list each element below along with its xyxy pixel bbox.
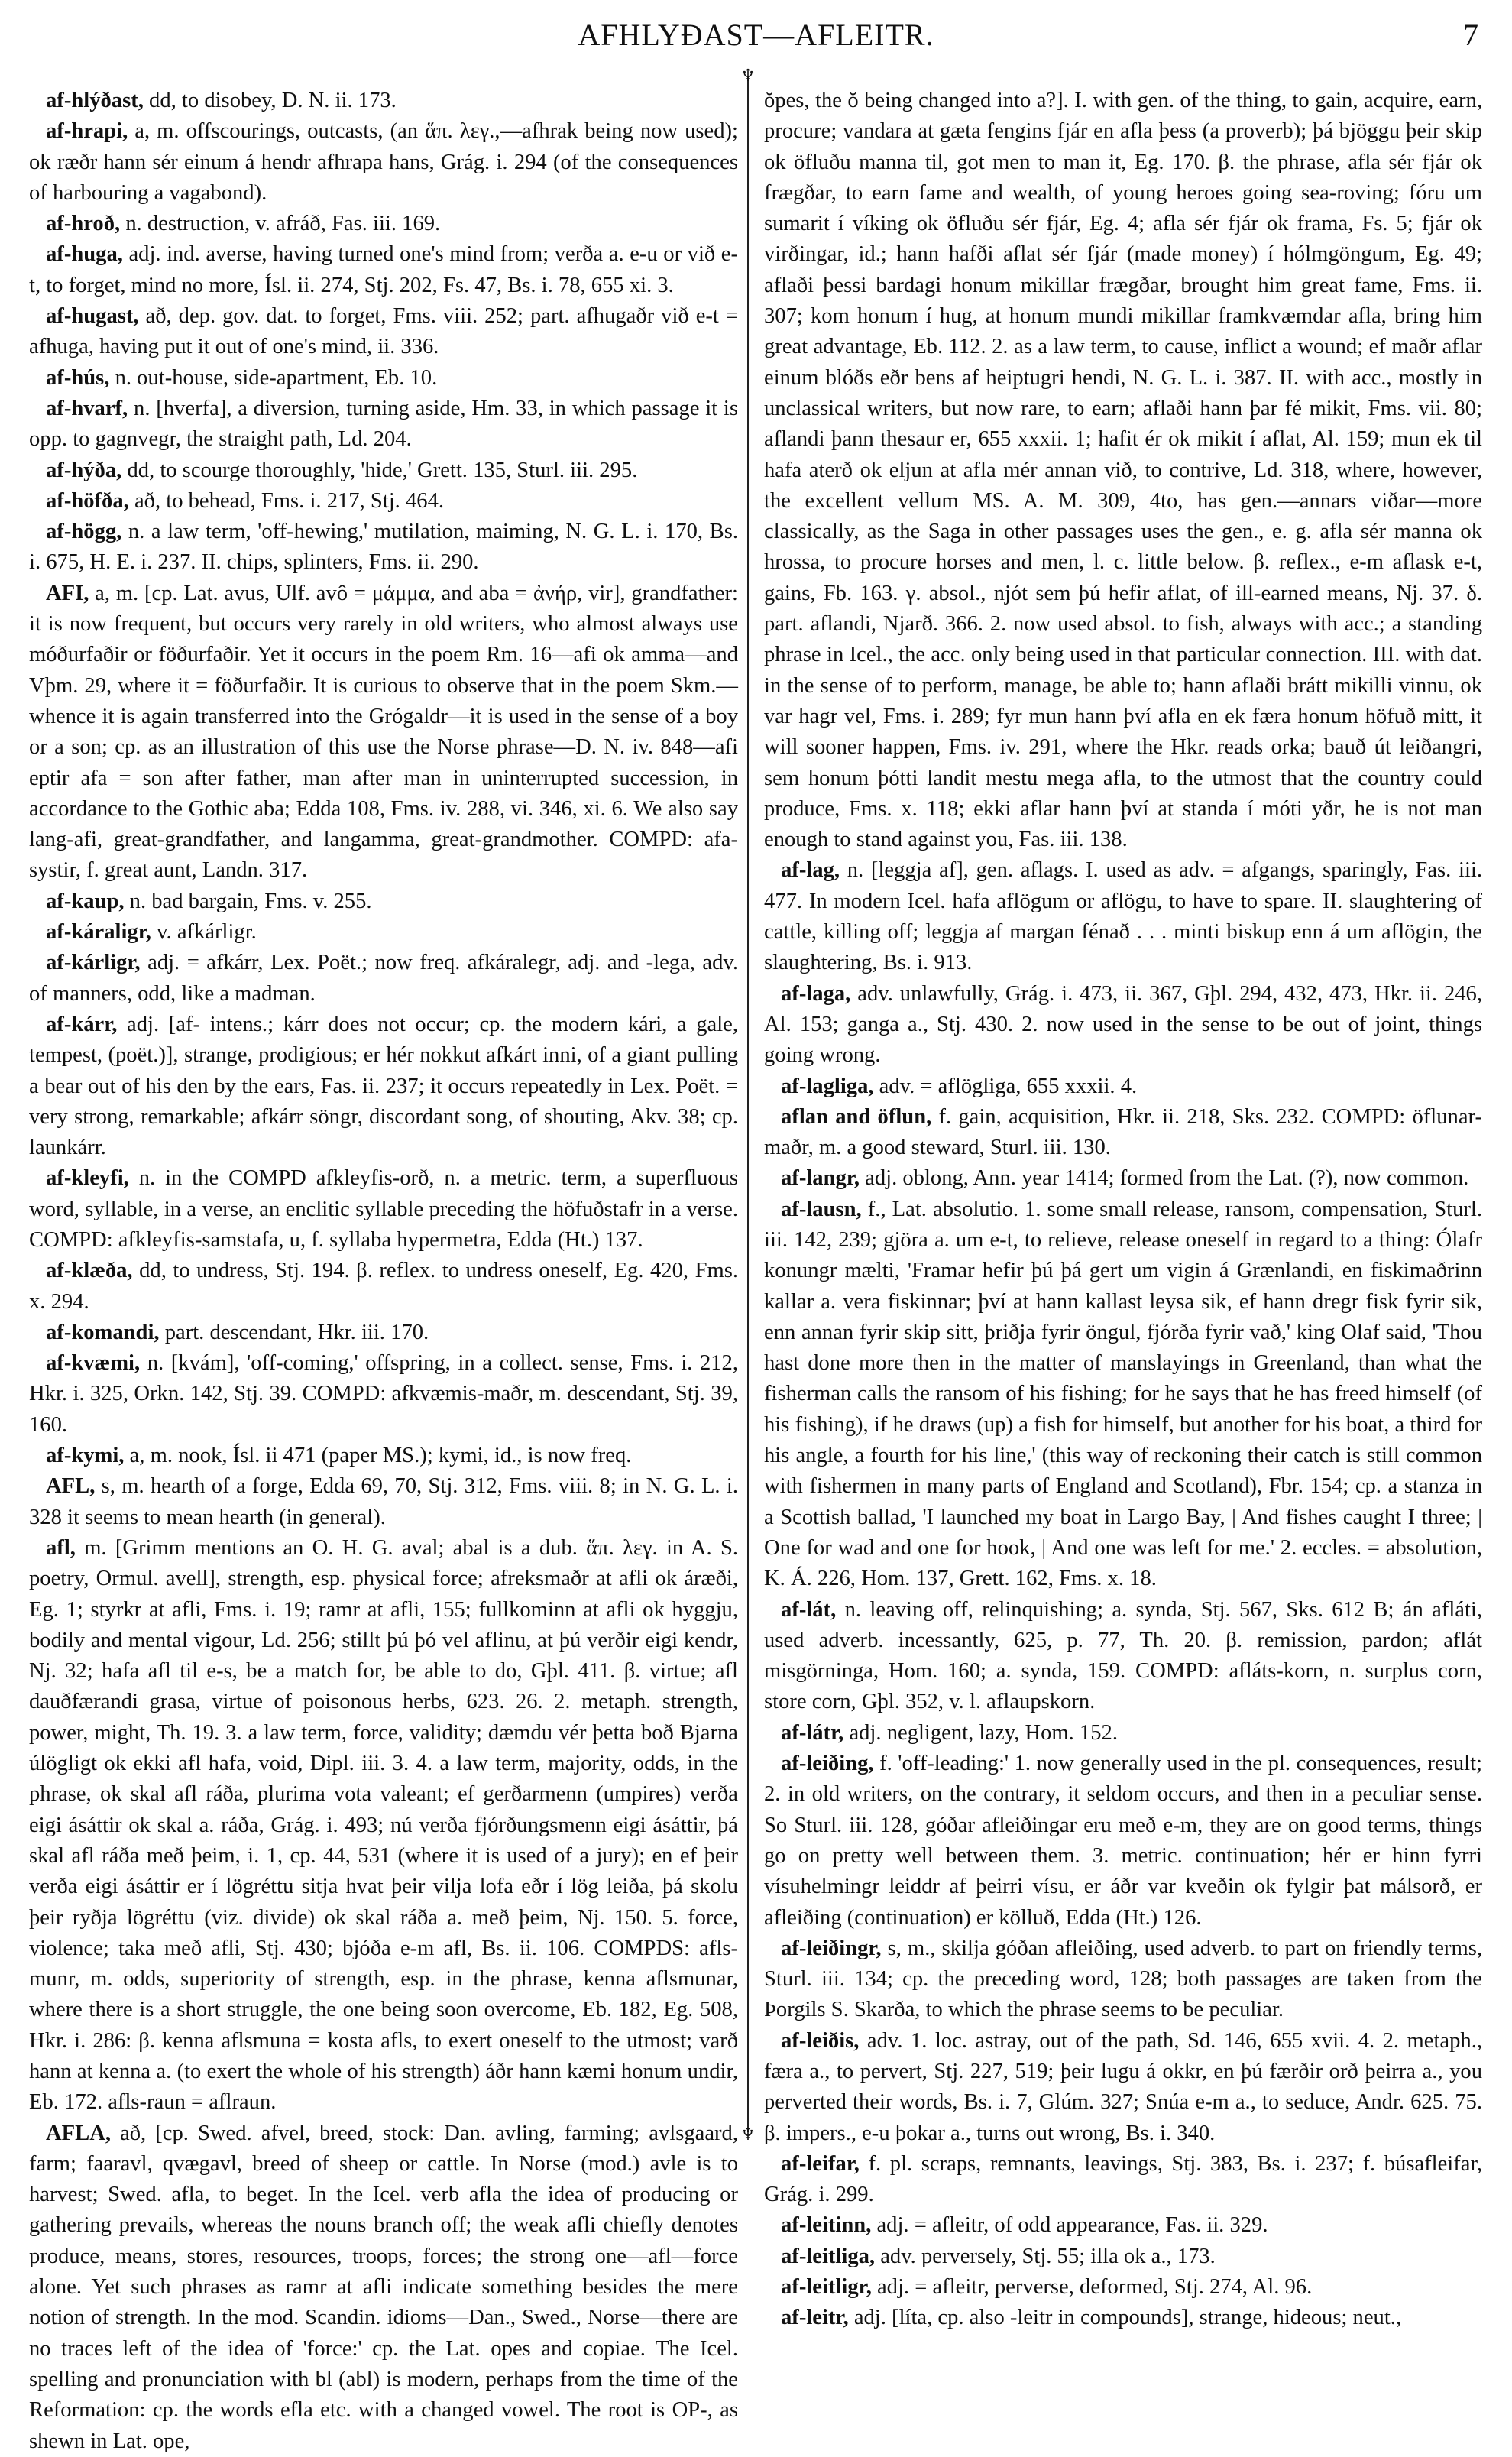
entry-headword: af-leitliga, [781,2244,876,2268]
entry-definition: dd, to undress, Stj. 194. β. reflex. to undress oneself, Eg. 420, Fms. x. 294. [29,1259,738,1314]
dictionary-entry [764,1595,1482,1718]
entry-headword: af-leitr, [781,2306,849,2330]
dictionary-entry [29,86,738,116]
dictionary-entry [29,394,738,455]
entry-headword: af-leifar, [781,2151,860,2176]
entry-headword: af-lag, [781,858,840,883]
page-header [0,17,1512,63]
entry-definition: að, dep. gov. dat. to forget, Fms. viii. 252; part. afhugaðr við e-t = afhuga, having put it out of one's mind, ii. 336. [29,304,738,359]
entry-headword: af-laga, [781,981,851,1006]
entry-definition: adj. = afleitr, perverse, deformed, Stj. 274, Al. 96. [871,2275,1313,2300]
entry-definition: f. pl. scraps, remnants, leavings, Stj. 383, Bs. i. 237; f. búsafleifar, Grág. i. 299. [764,2151,1482,2207]
dictionary-entry [764,2303,1482,2333]
entry-definition: adj. [líta, cp. also -leitr in compounds], strange, hideous; neut., [848,2306,1402,2330]
dictionary-entry [764,1934,1482,2026]
dictionary-entry [29,887,738,917]
entry-headword: af-kárligr, [46,951,141,975]
entry-definition: að, to behead, Fms. i. 217, Stj. 464. [128,488,445,513]
entry-headword: af-kaup, [46,889,125,913]
dictionary-entry [29,579,738,887]
dictionary-entry [29,486,738,517]
entry-headword: AFL, [46,1474,96,1499]
dictionary-entry [29,948,738,1010]
dictionary-entry [764,1163,1482,1194]
entry-definition: dd, to disobey, D. N. ii. 173. [143,89,397,112]
dictionary-entry [29,1348,738,1441]
entry-headword: afl, [46,1535,76,1560]
dictionary-entry [764,1749,1482,1934]
entry-headword: af-lagliga, [781,1074,874,1098]
entry-headword: af-hrapi, [46,119,128,144]
dictionary-entry [29,1471,738,1533]
entry-definition: n. bad bargain, Fms. v. 255. [124,889,372,913]
entry-headword: AFI, [46,581,89,605]
dictionary-entry [29,363,738,394]
entry-definition: a, m. offscourings, outcasts, (an ἅπ. λεγ.,—afhrak being now used); ok ræðr hann sér einum á hendr afhrapa hans, Grág. i. 294 (of the consequences of harbouring a vagabond). [29,119,738,205]
entry-headword: af-lát, [781,1597,837,1622]
dictionary-entry [29,1163,738,1256]
entry-headword: af-leiðing, [781,1752,874,1776]
dictionary-entry [764,2210,1482,2241]
entry-headword: af-langr, [781,1166,860,1191]
dictionary-entry [29,1256,738,1318]
entry-definition: a, m. [cp. Lat. avus, Ulf. avô = μάμμα, and aba = ἀνήρ, vir], grandfather: it is now frequent, but occurs very rarely in old writers, who almost always use móðurfaðir or föðurfaðir. Yet it occurs in the poem Rm. 16—afi ok amma—and Vþm. 29, where it = föðurfaðir. It is curious to observe that in the poem Skm.—whence it is again transferred into the Grógaldr—it is used in the sense of a boy or a son; cp. as an illustration of this use the Norse phrase—D. N. iv. 848—afi eptir afa = son after father, man after man in uninterrupted succession, in accordance to the Gothic aba; Edda 108, Fms. iv. 288, vi. 346, xi. 6. We also say lang-afi, great-grandfather, and langamma, great-grandmother. COMPD: afa-systir, f. great aunt, Landn. 317. [29,581,738,883]
entry-headword: af-komandi, [46,1320,160,1344]
entry-headword: af-högg, [46,520,122,544]
dictionary-entry [764,2026,1482,2149]
entry-headword: af-kymi, [46,1444,125,1468]
dictionary-entry [29,301,738,363]
dictionary-entry [764,1071,1482,1102]
dictionary-entry [764,1194,1482,1595]
dictionary-entry [764,1102,1482,1164]
entry-definition: a, m. nook, Ísl. ii 471 (paper MS.); kymi, id., is now freq. [124,1444,632,1468]
entry-definition: n. [kvám], 'off-coming,' offspring, in a collect. sense, Fms. i. 212, Hkr. i. 325, Orkn. 142, Stj. 39. COMPD: afkvæmis-maðr, m. descendant, Stj. 39, 160. [29,1351,738,1437]
dictionary-entry [29,116,738,209]
entry-definition: part. descendant, Hkr. iii. 170. [159,1320,429,1344]
entry-definition: m. [Grimm mentions an O. H. G. aval; abal is a dub. ἅπ. λεγ. in A. S. poetry, Ormul. avell], strength, esp. physical force; afreksmaðr at afli ok áræði, Eg. 1; styrkr at afli, Fms. i. 19; ramr at afli, 155; fullkominn at afli ok hyggju, bodily and mental vigour, Ld. 256; stillt þú þó vel aflinu, at þú verðir eigi kendr, Nj. 32; hafa afl til e-s, be a match for, be able to do, Gþl. 411. β. virtue; afl dauðfærandi grasa, virtue of poisonous herbs, 623. 26. 2. metaph. strength, power, might, Th. 19. 3. a law term, force, validity; dæmdu vér þetta boð Bjarna úlögligt ok ekki afl hafa, void, Dipl. iii. 3. 4. a law term, majority, odds, in the phrase, ok skal afl ráða, plurima vota valeant; ef gerðarmenn (umpires) verða eigi ásáttir ok skal a. ráða, Grág. i. 493; nú verða fjórðungsmenn eigi ásáttir, þá skal afl ráða með þeim, i. 1, cp. 44, 531 (where it is used of a jury); en ef þeir verða eigi ásáttir er í lögréttu sitja hvat þeir vilja lofa eðr í lög leiða, þá skolu þeir ryðja lögréttu (viz. divide) ok skal ráða a. með þeim, Nj. 150. 5. force, violence; taka með afli, Stj. 430; bjóða e-m afl, Bs. ii. 106. COMPDS: afls-munr, m. odds, superiority of strength, esp. in the phrase, kenna aflsmunar, where there is a short struggle, the one being soon overcome, Eb. 182, Eg. 508, Hkr. i. 286: β. kenna aflsmuna = kosta afls, to exert oneself to the utmost; varð hann at kenna a. (to exert the whole of his strength) áðr hann kæmi honum undir, Eb. 172. afls-raun = aflraun. [29,1535,738,2115]
entry-definition: adv. perversely, Stj. 55; illa ok a., 173. [875,2244,1216,2268]
entry-definition: v. afkárligr. [151,920,257,945]
dictionary-entry [764,2149,1482,2211]
dictionary-entry [29,517,738,579]
entry-headword: af-höfða, [46,488,129,513]
dictionary-entry [29,2118,738,2457]
entry-headword: af-hýða, [46,458,122,482]
entry-definition: n. [leggja af], gen. aflags. I. used as adv. = afgangs, sparingly, Fas. iii. 477. In modern Icel. hafa aflögum or aflögu, to have to spare. II. slaughtering of cattle, killing off; leggja af margan fénað . . . minti biskup enn á um aflögin, the slaughtering, Bs. i. 913. [764,858,1482,975]
dictionary-entry [29,455,738,486]
entry-headword: af-káraligr, [46,920,151,945]
entry-definition: adj. ind. averse, having turned one's mind from; verða a. e-u or við e-t, to forget, mind no more, Ísl. ii. 274, Stj. 202, Fs. 47, Bs. i. 78, 655 xi. 3. [29,242,738,297]
entry-definition: s, m. hearth of a forge, Edda 69, 70, Stj. 312, Fms. viii. 8; in N. G. L. i. 328 it seems to mean hearth (in general). [29,1474,738,1529]
entry-headword: af-leiðis, [781,2028,860,2053]
entry-definition: adv. unlawfully, Grág. i. 473, ii. 367, Gþl. 294, 432, 473, Hkr. ii. 246, Al. 153; ganga a., Stj. 430. 2. now used in the sense to be out of joint, things going wrong. [764,981,1482,1068]
entry-definition: n. destruction, v. afráð, Fas. iii. 169. [120,212,441,236]
dictionary-entry [764,979,1482,1071]
entry-headword: af-hvarf, [46,396,128,420]
dictionary-entry [29,1533,738,2118]
entry-definition: að, [cp. Swed. afvel, breed, stock: Dan. avling, farming; avlsgaard, farm; faaravl, qvægavl, breed of sheep or cattle. In Norse (mod.) avle is to harvest; Swed. afla, to beget. In the Icel. verb afla the idea of producing or gathering prevails, whereas the nouns branch off; the weak afli chiefly denotes produce, means, stores, resources, troops, forces; the strong one—afl—force alone. Yet such phrases as ramr at afli indicate something besides the mere notion of strength. In the mod. Scandin. idioms—Dan., Swed., Norse—there are no traces left of the idea of 'force:' cp. the Lat. opes and copiae. The Icel. spelling and pronunciation with bl (abl) is modern, perhaps from the time of the Reformation: cp. the words efla etc. with a changed vowel. The root is OP-, as shewn in Lat. ope, [29,2121,738,2453]
dictionary-entry [764,855,1482,978]
dictionary-entry [764,86,1482,855]
entry-definition: adj. = afleitr, of odd appearance, Fas. ii. 329. [871,2213,1268,2238]
entry-headword: af-kvæmi, [46,1351,141,1376]
entry-headword: af-hlýðast, [46,89,144,112]
entry-headword: af-leiðingr, [781,1936,882,1960]
entry-definition: adv. = aflögliga, 655 xxxii. 4. [873,1074,1138,1098]
dictionary-entry [764,1718,1482,1749]
entry-definition: adj. [af- intens.; kárr does not occur; cp. the modern kári, a gale, tempest, (poët.)], strange, prodigious; er hér nokkut afkárt inni, of a giant pulling a bear out of his den by the ears, Fas. ii. 237; it occurs repeatedly in Lex. Poët. = very strong, remarkable; afkárr söngr, discordant song, of shouting, Akv. 38; cp. launkárr. [29,1012,738,1160]
entry-headword: af-kárr, [46,1012,118,1036]
entry-headword: AFLA, [46,2121,111,2145]
entry-definition: n. out-house, side-apartment, Eb. 10. [109,365,438,390]
entry-headword: af-kleyfi, [46,1166,129,1191]
entry-definition: f. gain, acquisition, Hkr. ii. 218, Sks. 232. COMPD: öflunar-maðr, m. a good steward, Sturl. iii. 130. [764,1104,1483,1160]
divider-ornament-bottom-icon: ♆ [740,2125,756,2144]
running-title: AFHLYÐAST—AFLEITR. [578,18,934,52]
left-column [29,86,738,2457]
dictionary-entry [29,1441,738,1471]
entry-definition: dd, to scourge thoroughly, 'hide,' Grett. 135, Sturl. iii. 295. [121,458,638,482]
column-divider [747,76,749,2132]
dictionary-entry [29,209,738,239]
entry-headword: af-leitinn, [781,2213,872,2238]
entry-headword: af-hús, [46,365,110,390]
entry-headword: af-hroð, [46,212,121,236]
entry-headword: af-lausn, [781,1197,862,1221]
entry-definition: n. leaving off, relinquishing; a. synda, Stj. 567, Sks. 612 B; án afláti, used adverb. incessantly, 625, p. 77, Th. 20. β. remission, pardon; aflát misgörninga, Hom. 160; a. synda, 159. COMPD: afláts-korn, n. surplus corn, store corn, Gþl. 352, v. l. aflaupskorn. [764,1597,1482,1714]
entry-headword: af-látr, [781,1720,844,1745]
dictionary-entry [764,2272,1482,2303]
dictionary-entry [29,1010,738,1163]
entry-headword: af-leitligr, [781,2275,872,2300]
dictionary-entry [29,1318,738,1348]
entry-definition: f. 'off-leading:' 1. now generally used in the pl. consequences, result; 2. in old writers, on the contrary, it seldom occurs, and then in a peculiar sense. So Sturl. iii. 128, góðar afleiðingar eru með e-m, they are on good terms, things go on pretty well between them. 3. metric. continuation; hér er hinn fyrri vísuhelmingr leiddr af þeirri vísu, er áðr var kveðin ok fylgir þat málsorð, er afleiðing (continuation) er kölluð, Edda (Ht.) 126. [764,1752,1482,1930]
entry-definition: f., Lat. absolutio. 1. some small release, ransom, compensation, Sturl. iii. 142, 239; gjöra a. um e-t, to relieve, release oneself in regard to a thing: Ólafr konungr mælti, 'Framar hefir þú þá gert um vigin á Grænlandi, en fiskimaðrinn kallar a. vera fiskinnar; því at hann kallast leysa sik, ef hann dregr fisk fyrir sik, enn annan fyrir skip sitt, þriðja fyrir öngul, fjórða fyrir vað,' king Olaf said, 'Thou hast done more then in the matter of manslayings in Greenland, than what the fisherman calls the ransom of his fishing; for he says that he has freed himself (of his fishing), if he draws (up) a fish for himself, but another for his boat, a third for his angle, a fourth for his line,' (this way of reckoning their catch is still common with fishermen in many parts of England and Scotland), Fbr. 154; cp. a stanza in a Scottish ballad, 'I launched my boat in Largo Bay, | And fishes caught I three; | One for wad and one for hook, | And one was left for me.' 2. eccles. = absolution, K. Á. 226, Hom. 137, Grett. 162, Fms. x. 18. [764,1197,1482,1591]
entry-definition: n. a law term, 'off-hewing,' mutilation, maiming, N. G. L. i. 170, Bs. i. 675, H. E. i. 237. II. chips, splinters, Fms. ii. 290. [29,520,738,575]
entry-definition: n. in the COMPD afkleyfis-orð, n. a metric. term, a superfluous word, syllable, in a verse, an enclitic syllable preceding the höfuðstafr in a verse. COMPD: afkleyfis-samstafa, u, f. syllaba hypermetra, Edda (Ht.) 137. [29,1166,738,1252]
right-column [764,86,1482,2334]
entry-definition: adj. = afkárr, Lex. Poët.; now freq. afkáralegr, adj. and -lega, adv. of manners, odd, like a madman. [29,951,738,1006]
entry-headword: af-hugast, [46,304,139,329]
dictionary-entry [29,239,738,301]
dictionary-entry [764,2241,1482,2272]
page-number: 7 [1463,18,1478,52]
entry-headword: aflan and öflun, [781,1104,932,1129]
divider-ornament-top-icon: ♆ [740,66,756,85]
entry-definition: s, m., skilja góðan afleiðing, used adverb. to part on friendly terms, Sturl. iii. 134; cp. the preceding word, 128; both passages are taken from the Þorgils S. Skarða, to which the phrase seems to be peculiar. [764,1936,1482,2022]
entry-definition: n. [hverfa], a diversion, turning aside, Hm. 33, in which passage it is opp. to gagnvegr, the straight path, Ld. 204. [29,396,738,452]
entry-definition: adj. negligent, lazy, Hom. 152. [843,1720,1118,1745]
entry-definition: adj. oblong, Ann. year 1414; formed from the Lat. (?), now common. [860,1166,1469,1191]
entry-headword: af-huga, [46,242,123,267]
dictionary-entry [29,917,738,948]
entry-headword: af-klæða, [46,1259,133,1283]
entry-definition: adv. 1. loc. astray, out of the path, Sd. 146, 655 xvii. 4. 2. metaph., færa a., to pervert, Stj. 227, 519; þeir lugu á okkr, en þú færðir orð þeirra a., you perverted their words, Bs. i. 7, Glúm. 327; Snúa e-m a., to seduce, Andr. 625. 75. β. impers., e-u þokar a., turns out wrong, Bs. i. 340. [764,2028,1482,2145]
entry-definition: ŏpes, the ŏ being changed into a?]. I. with gen. of the thing, to gain, acquire, earn, procure; vandara at gæta fengins fjár en afla þess (a proverb); þá bjöggu þeir skip ok öfluðu manna til, got men to man it, Eg. 170. β. the phrase, afla sér fjár ok frægðar, to earn fame and wealth, of young heroes going sea-roving; fóru um sumarit í víking ok öfluðu sér fjár, Eg. 4; afla sér fjár ok frama, Fs. 5; fjár ok virðingar, id.; hann hafði aflat sér fjár (made money) í hólmgöngum, Eg. 49; aflaði þessi bardagi honum mikillar frægðar, brought him great fame, Fms. ii. 307; kom honum í hug, at honum mundi mikillar framkvæmdar afla, bring him great advantage, Eb. 112. 2. as a law term, to cause, inflict a wound; ef maðr aflar einum blóðs eðr bens af heiptugri hendi, N. G. L. i. 387. II. with acc., mostly in unclassical writers, but now rare, to earn; aflaði hann þar fé mikit, Fms. vii. 80; aflandi þann thesaur er, 655 xxxii. 1; hafit ér ok mikit í aflat, Al. 159; mun ek til hafa aterð ok eljun at afla mér annan við, to contrive, Ld. 318, where, however, the excellent vellum MS. A. M. 309, 4to, has gen.—annars viðar—more classically, as the Saga in other passages uses the gen., e. g. afla sér manna ok hrossa, to procure horses and men, l. c. little below. β. reflex., e-m aflask e-t, gains, Fb. 163. γ. absol., njót sem þú hefir aflat, of ill-earned means, Nj. 37. δ. part. aflandi, Njarð. 366. 2. now used absol. to fish, always with acc.; a standing phrase in Icel., the acc. only being used in that particular connection. III. with dat. in the sense of to perform, manage, be able to; hann aflaði brátt mikilli vinnu, ok var hagr vel, Fms. i. 289; fyr mun hann því afla en ek færa honum höfuð mitt, it will sooner happen, Fms. iv. 291, where the Hkr. reads orka; bauð út leiðangri, sem honum þótti landit mestu mega afla, to the utmost that the country could produce, Fms. x. 118; ekki aflar hann því at standa í móti yðr, he is not man enough to stand against you, Fas. iii. 138. [764,89,1482,852]
